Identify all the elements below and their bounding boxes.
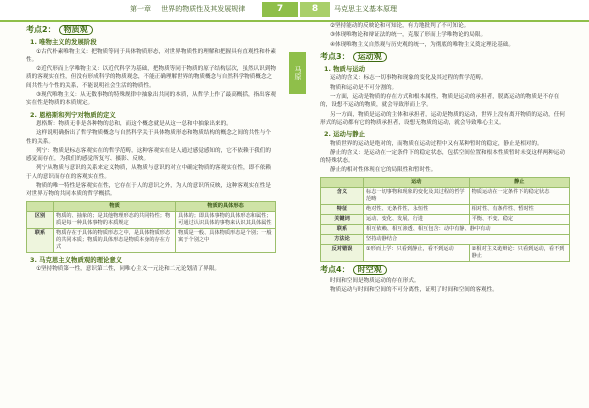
topic-heading xyxy=(26,25,276,35)
paragraph: 物质的唯一特性是客观实在性，它存在于人的意识之外，为人的意识所反映，这种客观实在性是对世界万物的共同本质的哲学概括。 xyxy=(26,183,271,198)
section-title: 2. 运动与静止 xyxy=(324,130,366,139)
table-cell: 标志一切事物和现象的变化及其过程的哲学范畴 xyxy=(364,187,470,204)
paragraph: 这样说明确指出了哲学物质概念与自然科学关于具体物质形态和物质结构的概念之间的共性与个性的关系。 xyxy=(26,130,271,145)
row-label: 反对错误 xyxy=(321,244,364,261)
table-corner xyxy=(27,201,54,211)
section-title: 1. 唯物主义的发展阶段 xyxy=(30,38,97,47)
topic-name: 时空观 xyxy=(353,265,387,275)
page-number-left: 7 xyxy=(262,2,298,17)
row-label: 关键词 xyxy=(321,214,364,224)
table-cell: 物质运动在一定条件下的稳定状态 xyxy=(469,187,569,204)
table-cell: ①形而上学：只看到静止，看不到运动 xyxy=(364,244,470,261)
table-cell: 平衡、不变、稳定 xyxy=(469,214,569,224)
table-cell: 物质的、抽象的；是其他物理形态的共同特性；物质是每一种具体事物的本质规定 xyxy=(54,211,176,228)
paragraph: 物质运动与时间和空间的不可分离性，证明了时间和空间的客观性。 xyxy=(330,287,498,294)
table-header: 物质的具体形态 xyxy=(176,201,276,211)
table-row xyxy=(27,211,276,228)
table-row xyxy=(321,234,570,244)
table-row xyxy=(321,224,570,234)
table-cell: 绝对性、无条件性、永恒性 xyxy=(364,204,470,214)
topic-label: 考点4： xyxy=(320,264,350,274)
table-cell: 坚持动静结合 xyxy=(364,234,570,244)
paragraph: ④体现唯物主义自然观与历史观的统一，为彻底的唯物主义奠定理论基础。 xyxy=(330,41,515,48)
table-row xyxy=(321,204,570,214)
table-header: 静止 xyxy=(469,177,569,187)
comparison-table xyxy=(320,177,570,262)
topic-name: 物质观 xyxy=(59,25,93,35)
paragraph: 物质和运动是不可分割的。 xyxy=(330,84,398,91)
table-cell: ②相对主义诡辩论：只看到运动，看不到静止 xyxy=(469,244,569,261)
right-running-head: 马克思主义基本原理 xyxy=(334,5,397,13)
table-cell: 物质是一般、具体物质形态是个别；一般寓于个别之中 xyxy=(176,228,276,252)
table-corner xyxy=(321,177,364,187)
page-header xyxy=(0,0,589,22)
table-cell: 具体的；即具体事物的具体形态和属性；可通过认识具体的事物来认识其具体属性 xyxy=(176,211,276,228)
row-label: 特征 xyxy=(321,204,364,214)
left-page xyxy=(26,22,276,274)
chapter-title: 世界的物质性及其发展规律 xyxy=(161,5,246,13)
row-label: 联系 xyxy=(321,224,364,234)
chapter-label: 第一章 xyxy=(130,5,151,13)
table-row xyxy=(321,244,570,261)
paragraph: 列宁从物质与意识的关系来定义物质，从物质与意识的对立中确定物质的客观实在性，即不依赖于人的意识而存在的客观实在性。 xyxy=(26,165,271,180)
paragraph: ③现代唯物主义：从无数事物的特殊规律中抽象出共同的本质，从哲学上作了最高概括，指出客观实在性是物质的本质规定。 xyxy=(26,92,276,107)
paragraph: 另一方面，物质是运动的主体和承担者，运动是物质的运动，世界上没有离开物质的运动，任何形式的运动都有它的物质承担者，设想无物质的运动，就会导致唯心主义。 xyxy=(320,111,565,126)
section-title: 1. 物质与运动 xyxy=(324,65,366,74)
table-cell: 物质存在于具体的物质形态之中，是具体物质形态的共同本质；物质的具体形态是物质本身的存在方式 xyxy=(54,228,176,252)
paragraph: 运动的含义：标志一切事物和现象的变化及其过程的哲学范畴。 xyxy=(330,75,487,82)
table-row xyxy=(321,187,570,204)
paragraph: 列宁：物质是标志客观实在的哲学范畴，这种客观实在是人通过感觉感知的，它不依赖于我们的感觉而存在，为我们的感觉所复写、摄影、反映。 xyxy=(26,147,271,163)
side-tab: 马原 xyxy=(289,52,306,94)
table-row xyxy=(321,214,570,224)
right-page xyxy=(320,22,570,296)
paragraph: 静止的含义：是运动在一定条件下的稳定状态，包括空间位置和根本性质暂时未变这样两种运动的特殊状态。 xyxy=(320,149,565,165)
row-label: 方法论 xyxy=(321,234,364,244)
topic-label: 考点2： xyxy=(26,25,56,34)
paragraph: 一方面，运动是物质的存在方式和根本属性，物质是运动的承担者，脱离运动的物质是不存在的，设想不运动的物质，就会导致形而上学。 xyxy=(320,94,560,109)
paragraph: 时间和空间是物质运动的存在形式。 xyxy=(330,278,420,285)
paragraph: ③体现唯物论和辩证法的统一，克服了形而上学唯物论的局限。 xyxy=(330,32,487,39)
paragraph: 恩格斯：物质无非是各种物的总和，而这个概念就是从这一总和中抽象出来的。 xyxy=(36,120,232,127)
topic-name: 运动观 xyxy=(353,52,387,62)
paragraph: ①坚持物质第一性，意识第二性，同唯心主义一元论和二元论划清了界限。 xyxy=(36,265,221,272)
table-cell: 相对性、有条件性、暂时性 xyxy=(469,204,569,214)
left-running-head xyxy=(130,4,253,14)
paragraph: 物质世界的运动是绝对的，而物质在运动过程中又有某种暂时的稳定，静止是相对的。 xyxy=(330,140,543,147)
table-cell: 运动、变化、发展、行进 xyxy=(364,214,470,224)
table-header: 运动 xyxy=(364,177,470,187)
topic-heading xyxy=(320,52,570,62)
row-label: 联系 xyxy=(27,228,54,252)
page-number-right: 8 xyxy=(300,2,330,17)
paragraph: ①古代朴素唯物主义：把物质等同于具体物质形态，对世界物质性的理解和把握具有直观性和朴素性。 xyxy=(26,48,276,63)
table-header: 物质 xyxy=(54,201,176,211)
paragraph: ②坚持能动的反映论和可知论，有力地批判了不可知论。 xyxy=(330,23,470,29)
row-label: 含义 xyxy=(321,187,364,204)
section-title: 2. 恩格斯和列宁对物质的定义 xyxy=(30,110,116,119)
section-title: 3. 马克思主义物质观的理论意义 xyxy=(30,255,123,264)
table-cell: 相互依赖、相互渗透、相互包含：动中有静、静中有动 xyxy=(364,224,570,234)
topic-heading xyxy=(320,265,570,275)
paragraph: ②近代形而上学唯物主义：以近代科学为基础，把物质等同于物质的原子结构层次，虽然认识到物质的客观实在性，但没有形成科学的物质观念，不能正确理解世界的物质概念与自然科学物质概念之间共性与个性的关系，不能说明社会生活的物质性。 xyxy=(26,66,276,89)
comparison-table xyxy=(26,201,276,253)
table-row xyxy=(27,228,276,252)
topic-label: 考点3： xyxy=(320,51,350,61)
paragraph: 静止的相对性体现在它的局限性和暂时性。 xyxy=(330,167,437,174)
row-label: 区别 xyxy=(27,211,54,228)
